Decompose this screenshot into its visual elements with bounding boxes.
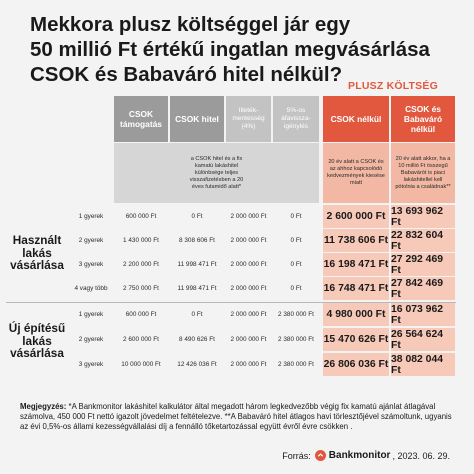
table-cell-c6: 16 073 962 Ft xyxy=(391,303,455,326)
table-cell-c3: 2 000 000 Ft xyxy=(230,213,267,220)
table-cell-c6: 27 292 469 Ft xyxy=(391,253,455,276)
table-cell-c1: 2 750 000 Ft xyxy=(123,285,159,292)
table-cell-c4: 0 Ft xyxy=(290,285,302,292)
title-line-1: Mekkora plusz költséggel jár egy xyxy=(30,13,351,36)
table-cell-c1: 2 200 000 Ft xyxy=(123,261,159,268)
title-line-3: CSOK és Babaváró hitel nélkül? xyxy=(30,63,343,86)
row-label: 3 gyerek xyxy=(78,360,104,368)
footnote-text: *A Bankmonitor lakáshitel kalkulátor által megadott három legkedvezőbb végig fix kamatú ajánlat átlagával számolva, 450 000 Ft nettó igazolt jövedelmet feltételezve. **A Babaváró hitel átlagos havi törlesztőjével számoltunk, ugyanis az évi 0,5%-os állami kezességvállalási díj a fennálló tőketartozással együtt évről évre csökken . xyxy=(20,402,452,431)
table-cell-c4: 2 380 000 Ft xyxy=(278,311,314,318)
table-cell-c5: 26 806 036 Ft xyxy=(323,353,389,376)
table-cell-c3: 2 000 000 Ft xyxy=(230,237,267,244)
table-cell-c1: 600 000 Ft xyxy=(125,311,157,318)
source-date: , 2023. 06. 29. xyxy=(392,450,450,461)
table-cell-c2: 11 998 471 Ft xyxy=(177,261,217,268)
page-title xyxy=(30,12,450,87)
table-cell-c5: 15 470 626 Ft xyxy=(323,328,389,351)
table-cell-c3: 2 000 000 Ft xyxy=(230,311,267,318)
table-cell-c6: 22 832 604 Ft xyxy=(391,229,455,252)
header-csok-nelkul: CSOK nélkül xyxy=(323,96,389,142)
table-cell-c5: 4 980 000 Ft xyxy=(323,303,389,326)
row-label: 3 gyerek xyxy=(78,260,104,268)
table-cell-c1: 2 600 000 Ft xyxy=(123,336,159,343)
table-cell-c6: 26 564 624 Ft xyxy=(391,328,455,351)
note-csok-nelkul xyxy=(323,143,389,203)
row-label: 2 gyerek xyxy=(78,236,104,244)
table-cell-c3: 2 000 000 Ft xyxy=(230,261,267,268)
group-uj-epitesu-lakas: Új építésű lakás vásárlása xyxy=(8,321,66,361)
table-cell-c6: 27 842 469 Ft xyxy=(391,277,455,300)
row-label: 1 gyerek xyxy=(78,212,104,220)
note-csok-hitel-text: a CSOK hitel és a fix kamatú lakáshitel különbsége teljes visszafizetésben a 20 éves futamidő alatt* xyxy=(189,155,244,190)
table-cell-c5: 16 198 471 Ft xyxy=(323,253,389,276)
row-label: 1 gyerek xyxy=(78,310,104,318)
table-cell-c2: 11 998 471 Ft xyxy=(177,285,217,292)
note-csok-babavaro-text: 20 év alatt akkor, ha a 10 millió Ft összegű Babavárót is piaci lakáshitellel kell pótolnia a családnak** xyxy=(395,155,451,190)
group-hasznalt-lakas: Használt lakás vásárlása xyxy=(10,233,64,273)
table-cell-c5: 16 748 471 Ft xyxy=(323,277,389,300)
table-cell-c5: 2 600 000 Ft xyxy=(323,205,389,228)
table-cell-c2: 0 Ft xyxy=(191,213,203,220)
row-label: 4 vagy több xyxy=(74,284,108,292)
note-csok-babavaro-nelkul xyxy=(391,143,455,203)
table-cell-c4: 2 380 000 Ft xyxy=(278,361,314,368)
table-cell-c5: 11 738 606 Ft xyxy=(323,229,389,252)
header-csok-hitel: CSOK hitel xyxy=(170,96,224,142)
table-cell-c6: 13 693 962 Ft xyxy=(391,205,455,228)
table-cell-c6: 38 082 044 Ft xyxy=(391,353,455,376)
table-cell-c2: 8 308 606 Ft xyxy=(179,237,215,244)
title-line-2: 50 millió Ft értékű ingatlan megvásárlása xyxy=(30,38,430,61)
footnote-label: Megjegyzés: xyxy=(20,402,67,411)
header-csok-babavaro-nelkul: CSOK és Babaváró nélkül xyxy=(391,96,455,142)
table-cell-c3: 2 000 000 Ft xyxy=(230,285,267,292)
table-cell-c3: 2 000 000 Ft xyxy=(230,361,267,368)
bankmonitor-logo-icon xyxy=(315,450,326,461)
note-csok-hitel-explanation xyxy=(114,143,319,203)
note-csok-nelkul-text: 20 év alatt a CSOK és az ahhoz kapcsolódó kedvezmények kiesése miatt xyxy=(327,159,385,186)
header-csok-tamogatas: CSOK támogatás xyxy=(114,96,168,142)
table-cell-c2: 12 426 036 Ft xyxy=(177,361,217,368)
header-illetekmentesseg: Illeték-mentesség (4%) xyxy=(226,96,271,142)
table-cell-c2: 8 490 626 Ft xyxy=(179,336,215,343)
row-label: 2 gyerek xyxy=(78,335,104,343)
table-cell-c4: 0 Ft xyxy=(290,261,302,268)
table-cell-c4: 2 380 000 Ft xyxy=(278,336,314,343)
source-line xyxy=(282,450,450,461)
table-cell-c3: 2 000 000 Ft xyxy=(230,336,267,343)
plusz-koltseg-label: PLUSZ KÖLTSÉG xyxy=(348,80,438,92)
table-cell-c1: 10 000 000 Ft xyxy=(121,361,161,368)
footnote xyxy=(20,402,460,432)
source-label: Forrás: xyxy=(282,450,311,461)
table-cell-c2: 0 Ft xyxy=(191,311,203,318)
table-cell-c4: 0 Ft xyxy=(290,237,302,244)
header-afavisszaigenyles: 5%-os áfavissza-igénylés xyxy=(273,96,319,142)
table-cell-c4: 0 Ft xyxy=(290,213,302,220)
source-brand: Bankmonitor xyxy=(328,450,391,461)
table-cell-c1: 1 430 000 Ft xyxy=(123,237,159,244)
table-cell-c1: 600 000 Ft xyxy=(125,213,157,220)
